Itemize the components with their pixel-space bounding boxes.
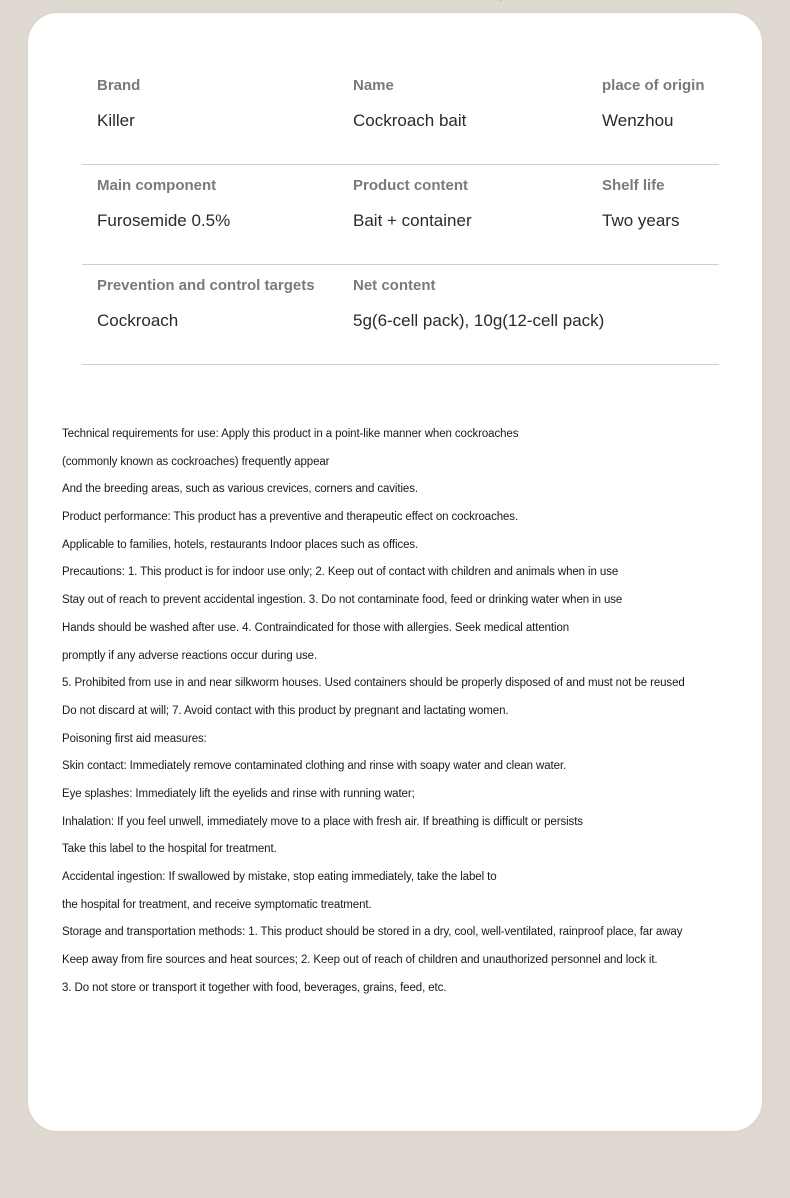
instruction-line: 3. Do not store or transport it together with food, beverages, grains, feed, etc. [62,981,447,994]
spec-label: Net content [353,277,436,294]
spec-label: place of origin [602,77,705,94]
spec-label: Prevention and control targets [97,277,315,294]
usage-instructions [62,421,762,1002]
instruction-line: Hands should be washed after use. 4. Contraindicated for those with allergies. Seek medical attention [62,621,570,634]
spec-value: Wenzhou [602,111,674,130]
spec-row [82,75,719,165]
spec-table [82,75,719,365]
instruction-line: Poisoning first aid measures: [62,732,207,745]
instruction-line: Storage and transportation methods: 1. This product should be stored in a dry, cool, well-ventilated, rainproof place, far away [62,926,683,939]
spec-label: Main component [97,177,217,194]
instruction-line: Product performance: This product has a preventive and therapeutic effect on cockroaches. [62,511,519,524]
spec-cell-net-content [353,275,604,333]
instruction-line: (commonly known as cockroaches) frequently appear [62,455,330,468]
spec-label: Name [353,77,394,94]
spec-row [82,165,719,265]
spec-value: Cockroach [97,311,179,330]
instruction-line: Inhalation: If you feel unwell, immediately move to a place with fresh air. If breathing is difficult or persists [62,815,583,828]
spec-label: Product content [353,177,468,194]
spec-value: Cockroach bait [353,111,467,130]
spec-cell-product-content [353,175,472,233]
spec-cell-main-component [97,175,230,233]
spec-label: Brand [97,77,141,94]
instruction-line: Eye splashes: Immediately lift the eyelids and rinse with running water; [62,787,415,800]
background-decor-line [500,0,538,1]
spec-cell-origin [602,75,705,133]
instruction-line: Do not discard at will; 7. Avoid contact with this product by pregnant and lactating women. [62,704,509,717]
spec-row [82,265,719,365]
instruction-line: 5. Prohibited from use in and near silkworm houses. Used containers should be properly disposed of and must not be reused [62,677,685,690]
spec-value: 5g(6-cell pack), 10g(12-cell pack) [353,311,605,330]
spec-value: Bait + container [353,211,472,230]
spec-value: Furosemide 0.5% [97,211,231,230]
spec-value: Two years [602,211,680,230]
instruction-line: Accidental ingestion: If swallowed by mistake, stop eating immediately, take the label to [62,871,497,883]
spec-cell-brand [97,75,140,133]
instruction-line: Stay out of reach to prevent accidental ingestion. 3. Do not contaminate food, feed or drinking water when in use [62,594,623,607]
spec-label: Shelf life [602,177,665,194]
spec-cell-name [353,75,466,133]
spec-value: Killer [97,111,135,130]
spec-cell-shelf-life [602,175,679,233]
instruction-line: Skin contact: Immediately remove contaminated clothing and rinse with soapy water and clean water. [62,760,567,773]
instruction-line: Take this label to the hospital for treatment. [62,843,277,856]
instruction-line: And the breeding areas, such as various crevices, corners and cavities. [62,483,418,496]
instruction-line: Technical requirements for use: Apply this product in a point-like manner when cockroaches [62,428,519,440]
instruction-line: Keep away from fire sources and heat sources; 2. Keep out of reach of children and unauthorized personnel and lock it. [62,954,658,967]
product-info-card [28,13,762,1131]
instruction-line: Applicable to families, hotels, restaurants Indoor places such as offices. [62,538,419,551]
instruction-line: the hospital for treatment, and receive symptomatic treatment. [62,898,372,911]
instruction-line: promptly if any adverse reactions occur during use. [62,649,318,662]
instruction-line: Precautions: 1. This product is for indoor use only; 2. Keep out of contact with children and animals when in use [62,566,619,579]
spec-cell-targets [97,275,315,333]
